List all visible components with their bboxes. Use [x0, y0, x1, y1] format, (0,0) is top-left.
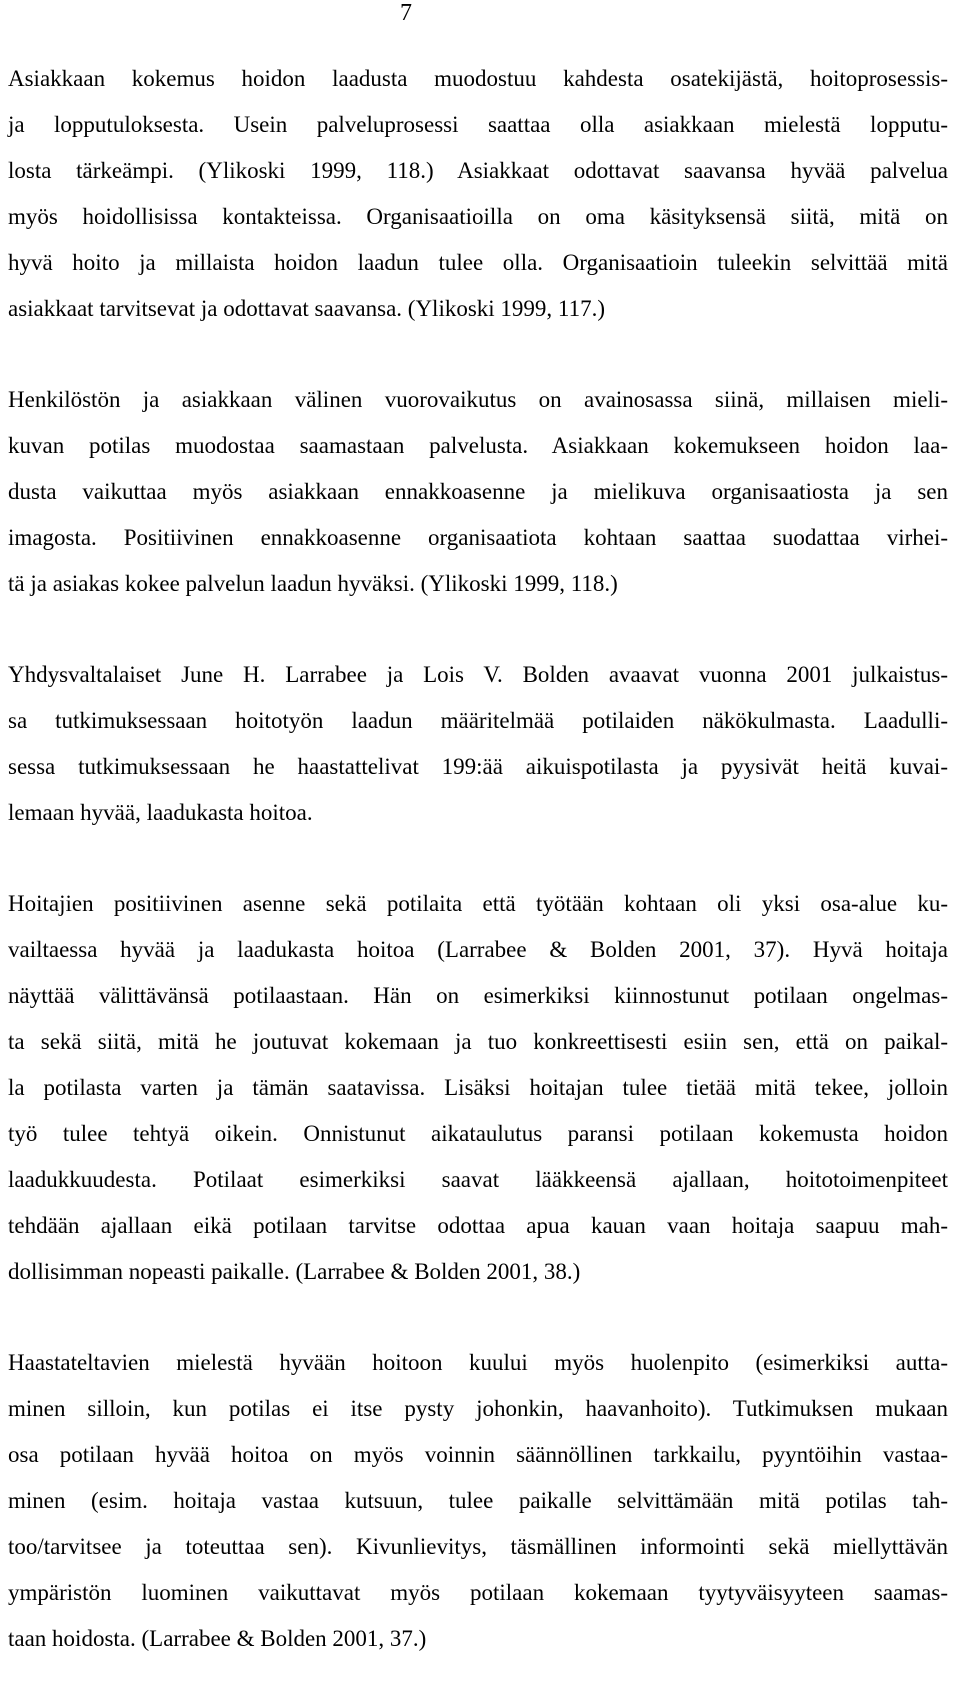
text-line: hyvä hoito ja millaista hoidon laadun tulee olla. Organisaatioin tuleekin selvittää mitä	[8, 250, 948, 275]
text-line: ympäristön luominen vaikuttavat myös potilaan kokemaan tyytyväisyyteen saamas-	[8, 1580, 948, 1605]
text-line: minen (esim. hoitaja vastaa kutsuun, tulee paikalle selvittämään mitä potilas tah-	[8, 1488, 948, 1513]
text-line: myös hoidollisissa kontakteissa. Organisaatioilla on oma käsityksensä siitä, mitä on	[8, 204, 948, 229]
text-line: sessa tutkimuksessaan he haastattelivat 199:ää aikuispotilasta ja pyysivät heitä kuvai-	[8, 754, 948, 779]
text-line: too/tarvitsee ja toteuttaa sen). Kivunlievitys, täsmällinen informointi sekä miellyttävän	[8, 1534, 948, 1559]
text-line: tä ja asiakas kokee palvelun laadun hyväksi. (Ylikoski 1999, 118.)	[8, 571, 618, 596]
text-line: tehdään ajallaan eikä potilaan tarvitse odottaa apua kauan vaan hoitaja saapuu mah-	[8, 1213, 948, 1238]
text-line: dollisimman nopeasti paikalle. (Larrabee & Bolden 2001, 38.)	[8, 1259, 581, 1284]
text-line: Haastateltavien mielestä hyvään hoitoon kuului myös huolenpito (esimerkiksi autta-	[8, 1350, 948, 1375]
text-line: minen silloin, kun potilas ei itse pysty johonkin, haavanhoito). Tutkimuksen mukaan	[8, 1396, 948, 1421]
text-line: näyttää välittävänsä potilaastaan. Hän on esimerkiksi kiinnostunut potilaan ongelmas-	[8, 983, 948, 1008]
page-number: 7	[400, 0, 412, 26]
text-line: asiakkaat tarvitsevat ja odottavat saavansa. (Ylikoski 1999, 117.)	[8, 296, 605, 321]
text-line: työ tulee tehtyä oikein. Onnistunut aikataulutus paransi potilaan kokemusta hoidon	[8, 1121, 948, 1146]
text-line: Hoitajien positiivinen asenne sekä potilaita että työtään kohtaan oli yksi osa-alue ku-	[8, 891, 948, 916]
text-line: Asiakkaan kokemus hoidon laadusta muodostuu kahdesta osatekijästä, hoitoprosessis-	[8, 66, 948, 91]
text-line: vailtaessa hyvää ja laadukasta hoitoa (Larrabee & Bolden 2001, 37). Hyvä hoitaja	[8, 937, 948, 962]
text-line: Henkilöstön ja asiakkaan välinen vuorovaikutus on avainosassa siinä, millaisen mieli-	[8, 387, 948, 412]
text-line: losta tärkeämpi. (Ylikoski 1999, 118.) Asiakkaat odottavat saavansa hyvää palvelua	[8, 158, 948, 183]
text-line: dusta vaikuttaa myös asiakkaan ennakkoasenne ja mielikuva organisaatiosta ja sen	[8, 479, 948, 504]
text-line: laadukkuudesta. Potilaat esimerkiksi saavat lääkkeensä ajallaan, hoitotoimenpiteet	[8, 1167, 948, 1192]
text-line: imagosta. Positiivinen ennakkoasenne organisaatiota kohtaan saattaa suodattaa virhei-	[8, 525, 948, 550]
document-body	[8, 56, 948, 1662]
text-line: taan hoidosta. (Larrabee & Bolden 2001, 37.)	[8, 1626, 427, 1651]
text-line: ta sekä siitä, mitä he joutuvat kokemaan ja tuo konkreettisesti esiin sen, että on paikal-	[8, 1029, 948, 1054]
paragraph-3	[8, 652, 948, 836]
text-line: la potilasta varten ja tämän saatavissa. Lisäksi hoitajan tulee tietää mitä tekee, jolloin	[8, 1075, 948, 1100]
paragraph-1	[8, 56, 948, 332]
text-line: lemaan hyvää, laadukasta hoitoa.	[8, 800, 313, 825]
paragraph-2	[8, 377, 948, 607]
paragraph-4	[8, 881, 948, 1295]
text-line: ja lopputuloksesta. Usein palveluprosessi saattaa olla asiakkaan mielestä lopputu-	[8, 112, 948, 137]
text-line: osa potilaan hyvää hoitoa on myös voinnin säännöllinen tarkkailu, pyyntöihin vastaa-	[8, 1442, 948, 1467]
text-line: kuvan potilas muodostaa saamastaan palvelusta. Asiakkaan kokemukseen hoidon laa-	[8, 433, 948, 458]
text-line: sa tutkimuksessaan hoitotyön laadun määritelmää potilaiden näkökulmasta. Laadulli-	[8, 708, 948, 733]
paragraph-5	[8, 1340, 948, 1662]
text-line: Yhdysvaltalaiset June H. Larrabee ja Lois V. Bolden avaavat vuonna 2001 julkaistus-	[8, 662, 948, 687]
